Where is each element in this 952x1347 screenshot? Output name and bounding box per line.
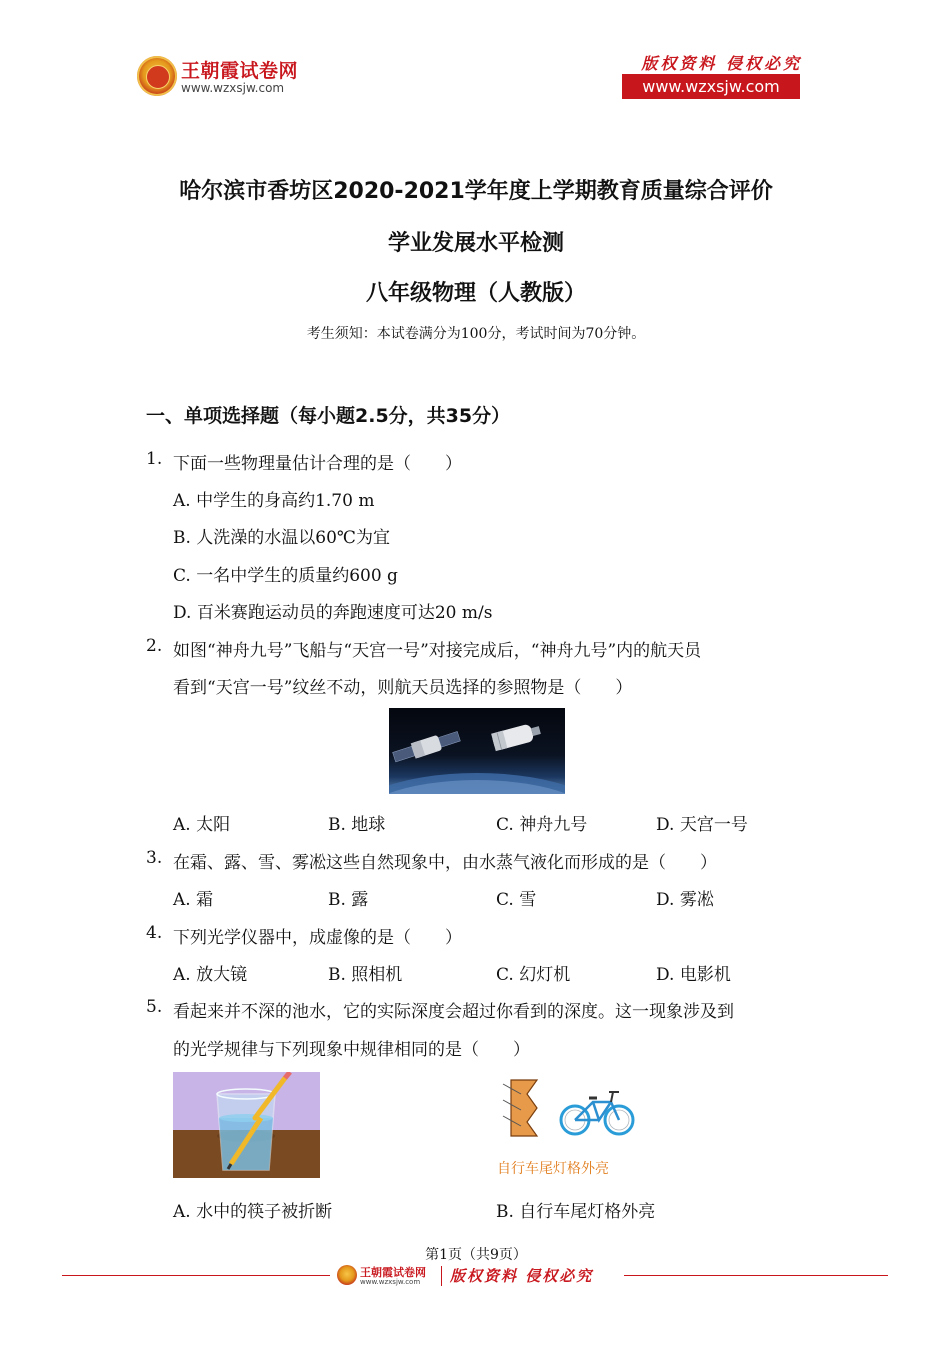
image-caption: 自行车尾灯格外亮	[497, 1161, 609, 1177]
footer-copyright: 版权资料 侵权必究	[450, 1267, 594, 1285]
question-option: B. 地球	[328, 815, 386, 835]
footer-divider-right	[624, 1275, 888, 1276]
question-option: B. 露	[328, 890, 369, 910]
site-url-badge[interactable]: www.wzxsjw.com	[622, 74, 800, 99]
question-number: 1.	[146, 449, 163, 469]
question-option: C. 雪	[496, 890, 537, 910]
footer-logo-badge	[337, 1265, 357, 1285]
question-number: 3.	[146, 848, 163, 868]
question-option: C. 幻灯机	[496, 965, 571, 985]
question-stem: 看起来并不深的池水，它的实际深度会超过你看到的深度。这一现象涉及到	[173, 1002, 734, 1022]
question-option: A. 水中的筷子被折断	[173, 1202, 333, 1222]
question-option: C. 神舟九号	[496, 815, 588, 835]
question-option: A. 霜	[173, 890, 214, 910]
question-option: B. 照相机	[328, 965, 403, 985]
question-option: C. 一名中学生的质量约600 g	[173, 566, 398, 586]
footer-divider-left	[62, 1275, 330, 1276]
footer-logo-url: www.wzxsjw.com	[360, 1278, 421, 1286]
question-number: 2.	[146, 636, 163, 656]
question-option: D. 天宫一号	[656, 815, 748, 835]
question-option: A. 中学生的身高约1.70 m	[173, 491, 375, 511]
question-option: B. 自行车尾灯格外亮	[496, 1202, 656, 1222]
question-option: A. 太阳	[173, 815, 231, 835]
question-stem: 在霜、露、雪、雾凇这些自然现象中，由水蒸气液化而形成的是（ ）	[173, 853, 717, 873]
exam-subtitle: 学业发展水平检测	[387, 231, 564, 256]
page-number: 第1页（共9页）	[425, 1247, 527, 1263]
question-option: D. 电影机	[656, 965, 731, 985]
question-stem: 的光学规律与下列现象中规律相同的是（ ）	[173, 1040, 530, 1060]
footer-logo-name: 王朝霞试卷网	[360, 1266, 426, 1279]
question-option: D. 百米赛跑运动员的奔跑速度可达20 m/s	[173, 603, 493, 623]
exam-grade-subject: 八年级物理（人教版）	[365, 281, 586, 306]
question-option: D. 雾凇	[656, 890, 714, 910]
question-number: 4.	[146, 923, 163, 943]
question-stem: 看到“天宫一号”纹丝不动，则航天员选择的参照物是（ ）	[173, 678, 633, 698]
question-option: B. 人洗澡的水温以60℃为宜	[173, 528, 390, 548]
site-logo-badge	[137, 56, 177, 96]
site-logo-name: 王朝霞试卷网	[181, 60, 299, 82]
pencil-in-water-image	[173, 1072, 320, 1178]
section-heading: 一、单项选择题（每小题2.5分，共35分）	[146, 405, 511, 427]
question-stem: 下列光学仪器中，成虚像的是（ ）	[173, 928, 462, 948]
question-option: A. 放大镜	[173, 965, 248, 985]
exam-notice: 考生须知：本试卷满分为100分，考试时间为70分钟。	[306, 326, 646, 342]
copyright-notice: 版权资料 侵权必究	[641, 54, 802, 73]
question-stem: 下面一些物理量估计合理的是（ ）	[173, 454, 462, 474]
site-logo-url: www.wzxsjw.com	[181, 81, 285, 95]
spacecraft-docking-image	[389, 708, 565, 794]
exam-title: 哈尔滨市香坊区2020-2021学年度上学期教育质量综合评价	[179, 179, 773, 204]
question-stem: 如图“神舟九号”飞船与“天宫一号”对接完成后，“神舟九号”内的航天员	[173, 641, 702, 661]
question-number: 5.	[146, 997, 163, 1017]
footer-separator	[441, 1266, 442, 1286]
